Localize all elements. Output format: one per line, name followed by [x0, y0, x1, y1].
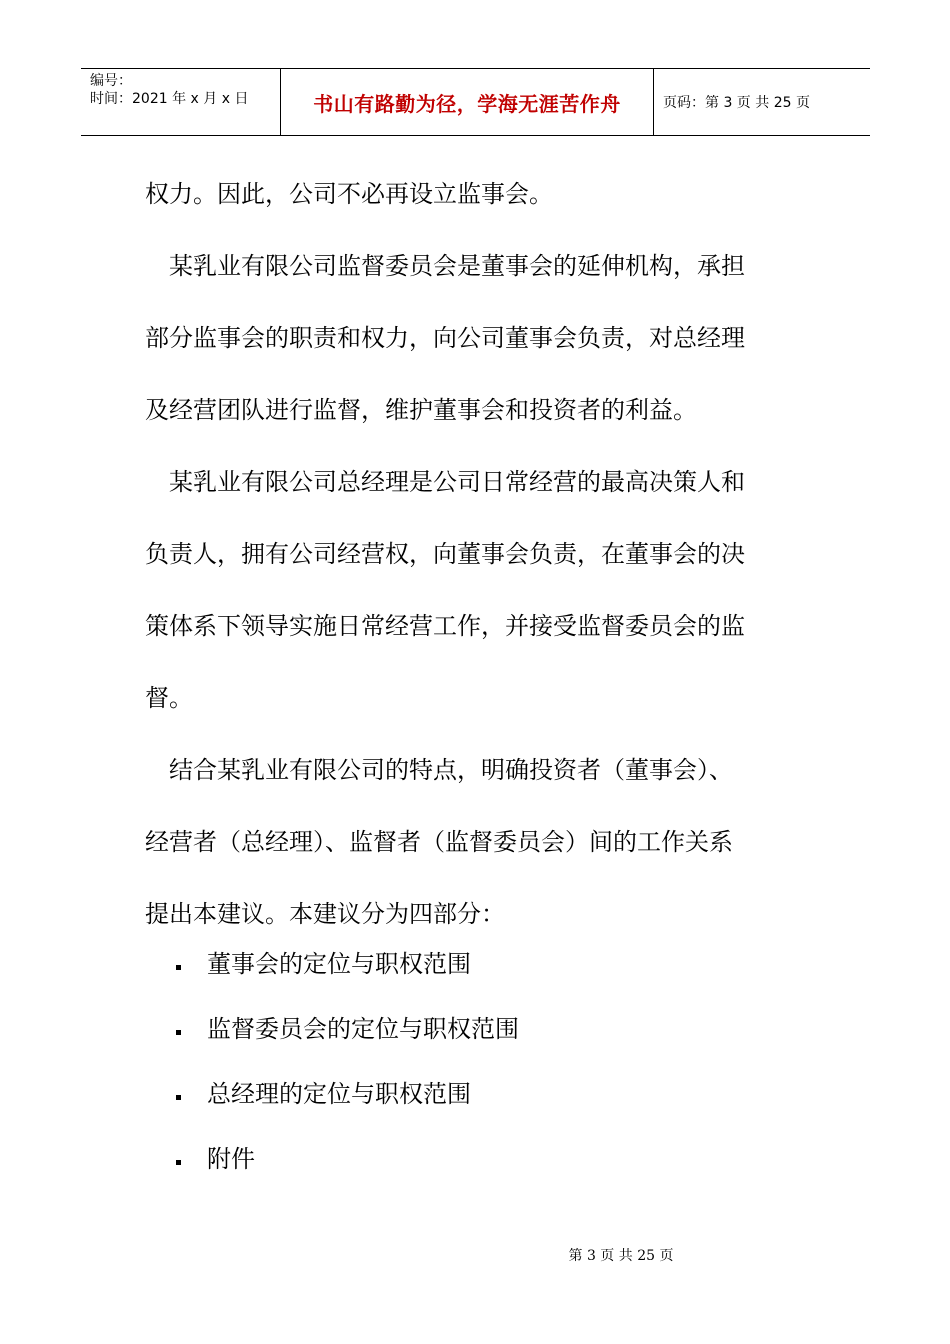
bullet-icon [176, 1030, 181, 1035]
body-line: 结合某乳业有限公司的特点，明确投资者（董事会）、 [145, 756, 733, 784]
page-header [81, 68, 870, 136]
body-line: 权力。因此，公司不必再设立监事会。 [145, 180, 553, 208]
body-line: 督。 [145, 684, 193, 712]
bullet-icon [176, 1160, 181, 1165]
document-body [145, 158, 813, 950]
document-time-label: 时间：2021 年 x 月 x 日 [90, 91, 249, 107]
list-item-label: 董事会的定位与职权范围 [207, 950, 471, 978]
list-item [176, 1062, 519, 1127]
list-item-label: 总经理的定位与职权范围 [207, 1080, 471, 1108]
list-item [176, 997, 519, 1062]
list-item-label: 附件 [207, 1145, 255, 1173]
header-page-label: 页码：第 3 页 共 25 页 [663, 95, 810, 111]
body-line: 经营者（总经理）、监督者（监督委员会）间的工作关系 [145, 828, 733, 856]
body-line: 策体系下领导实施日常经营工作，并接受监督委员会的监 [145, 612, 745, 640]
body-line: 及经营团队进行监督，维护董事会和投资者的利益。 [145, 396, 697, 424]
document-number-label: 编号： [90, 73, 132, 89]
section-list [176, 932, 519, 1192]
list-item-label: 监督委员会的定位与职权范围 [207, 1015, 519, 1043]
bullet-icon [176, 965, 181, 970]
body-line: 部分监事会的职责和权力，向公司董事会负责，对总经理 [145, 324, 745, 352]
body-line: 某乳业有限公司总经理是公司日常经营的最高决策人和 [145, 468, 745, 496]
list-item [176, 1127, 519, 1192]
body-line: 负责人，拥有公司经营权，向董事会负责，在董事会的决 [145, 540, 745, 568]
bullet-icon [176, 1095, 181, 1100]
header-meta [81, 69, 281, 135]
page-footer: 第 3 页 共 25 页 [568, 1248, 674, 1264]
list-item [176, 932, 519, 997]
body-line: 某乳业有限公司监督委员会是董事会的延伸机构，承担 [145, 252, 745, 280]
body-line: 提出本建议。本建议分为四部分： [145, 900, 505, 928]
header-motto: 书山有路勤为径，学海无涯苦作舟 [281, 69, 654, 135]
